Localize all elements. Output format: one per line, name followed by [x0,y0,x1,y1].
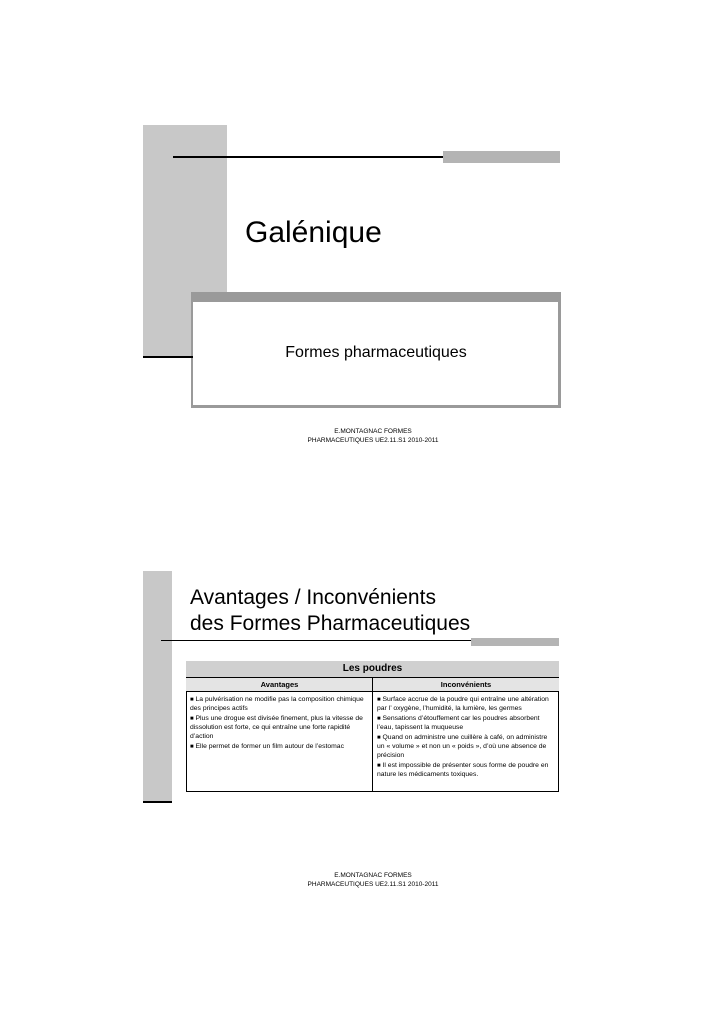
bullet-icon: ■ [190,743,194,750]
list-item: ■ Plus une drogue est divisée finement, plus la vitesse de dissolution est forte, ce qui entraîne une forte rapidité d’action [190,715,363,740]
slide1-subtitle: Formes pharmaceutiques [285,344,467,361]
bullet-icon: ■ [190,716,194,723]
slide2-footer [223,871,523,889]
slide2-bottom-rule [143,801,172,803]
list-item: ■ La pulvérisation ne modifie pas la composition chimique des principes actifs [190,696,364,712]
list-item: ■ Quand on administre une cuillère à café, on administre un « volume » et non un « poids », d’où une absence de précision [377,734,548,759]
slide1-footer-line2: PHARMACEUTIQUES UE2.11.S1 2010-2011 [307,437,439,444]
slide1-title: Galénique [245,216,382,249]
slide2-footer-line2: PHARMACEUTIQUES UE2.11.S1 2010-2011 [307,881,439,888]
slide1-left-rule [143,356,193,358]
list-item: ■ Il est impossible de présenter sous forme de poudre en nature les médicaments toxiques. [377,762,549,778]
bullet-icon: ■ [190,697,194,703]
column-header-advantages: Avantages [260,680,299,689]
bullet-icon: ■ [377,763,381,770]
bullet-icon: ■ [377,735,381,742]
slide2-title [190,585,470,637]
column-header-disadvantages: Inconvénients [440,680,492,689]
list-item: ■ Sensations d’étouffement car les poudres absorbent l’eau, tapissent la muqueuse [377,715,540,731]
slide2-grey-sidebar [143,571,172,803]
table-header: Les poudres [186,661,559,678]
table-column-divider [372,678,373,792]
disadvantages-list [377,696,555,781]
advantages-list [190,696,368,753]
slide1-footer-line1: E.MONTAGNAC FORMES [334,428,412,435]
list-item: ■ Elle permet de former un film autour de l’estomac [190,742,344,750]
slide1-footer [223,427,523,445]
slide2-title-line1: Avantages / Inconvénients [190,586,436,609]
bullet-icon: ■ [377,716,381,723]
slide2-title-line2: des Formes Pharmaceutiques [190,612,471,635]
slide2-footer-line1: E.MONTAGNAC FORMES [334,872,412,879]
slide2-accent-bar [471,638,559,646]
slide1-top-accent-bar [443,151,560,163]
list-item: ■ Surface accrue de la poudre qui entraîne une altération par l’ oxygène, l’humidité, la lumière, les germes [377,696,549,712]
bullet-icon: ■ [377,697,381,703]
